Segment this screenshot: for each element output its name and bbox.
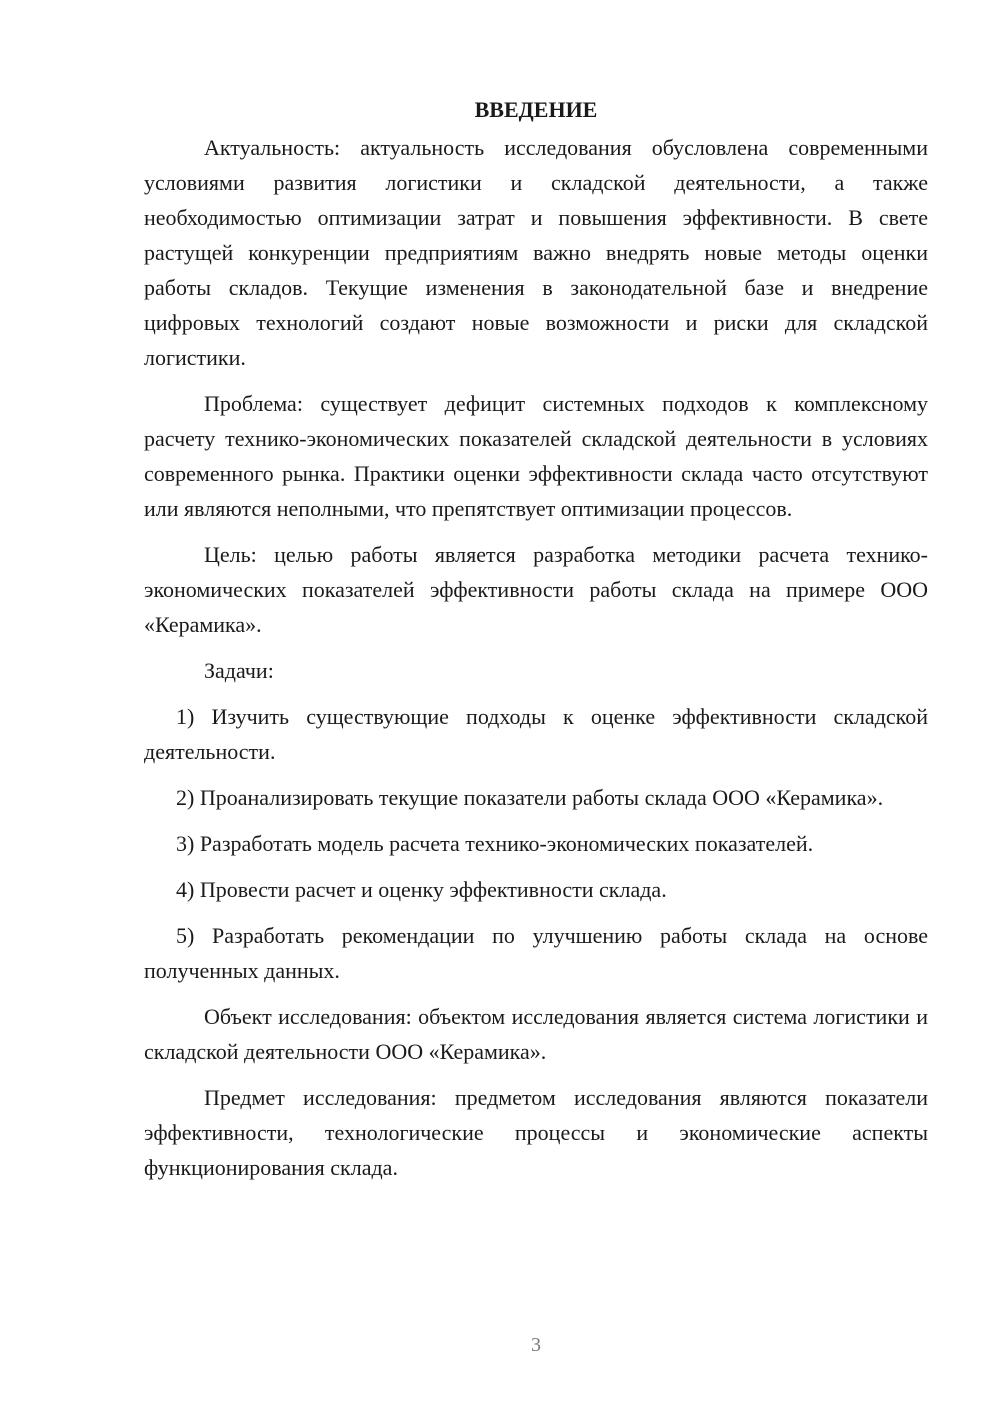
task-item-5: 5) Разработать рекомендации по улучшению работы склада на основе полученных данных. bbox=[144, 923, 928, 983]
page-title: ВВЕДЕНИЕ bbox=[474, 97, 598, 122]
task-item-3: 3) Разработать модель расчета технико-экономических показателей. bbox=[176, 831, 814, 856]
paragraph-relevance: Актуальность: актуальность исследования обусловлена современными условиями развития логистики и складской деятельности, а также необходимостью оптимизации затрат и повышения эффективности. В свете растущей конкуренции предприятиям важно внедрять новые методы оценки работы складов. Текущие изменения в законодательной базе и внедрение цифровых технологий создают новые возможности и риски для складской логистики. bbox=[144, 135, 928, 370]
task-item-4: 4) Провести расчет и оценку эффективности склада. bbox=[176, 877, 667, 902]
paragraph-object: Объект исследования: объектом исследования является система логистики и складской деятельности ООО «Керамика». bbox=[144, 1004, 928, 1064]
tasks-heading: Задачи: bbox=[204, 658, 274, 683]
document-page bbox=[144, 96, 928, 1196]
tasks-list bbox=[144, 699, 928, 988]
paragraph-subject: Предмет исследования: предметом исследования являются показатели эффективности, технологические процессы и экономические аспекты функционирования склада. bbox=[144, 1085, 928, 1180]
page-number: 3 bbox=[531, 1334, 541, 1356]
task-item-1: 1) Изучить существующие подходы к оценке эффективности складской деятельности. bbox=[144, 704, 928, 764]
task-item-2: 2) Проанализировать текущие показатели работы склада ООО «Керамика». bbox=[176, 785, 884, 810]
paragraph-goal: Цель: целью работы является разработка методики расчета технико-экономических показателей эффективности работы склада на примере ООО «Керамика». bbox=[144, 542, 928, 637]
paragraph-problem: Проблема: существует дефицит системных подходов к комплексному расчету технико-экономических показателей складской деятельности в условиях современного рынка. Практики оценки эффективности склада часто отсутствуют или являются неполными, что препятствует оптимизации процессов. bbox=[144, 391, 928, 521]
